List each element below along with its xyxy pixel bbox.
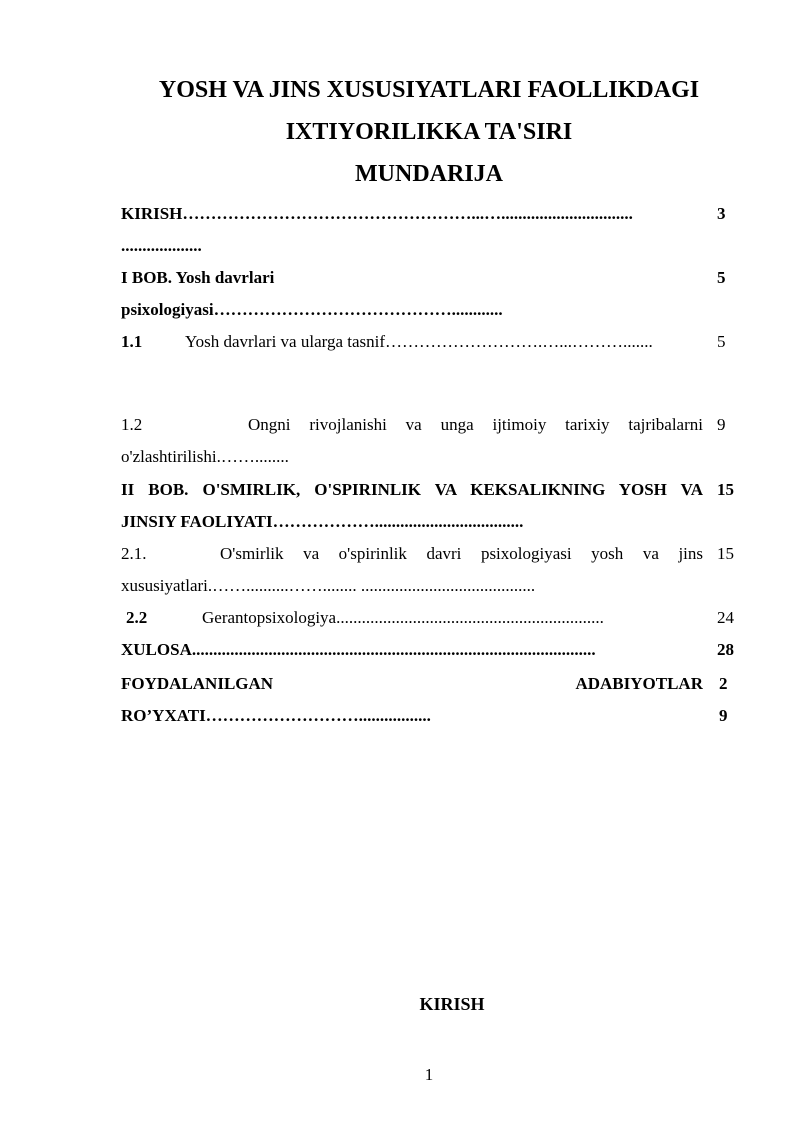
toc-page-number: 9 (717, 415, 726, 434)
toc-entry-title: KIRISH……………………………………………...…............................... (121, 204, 633, 223)
toc-entry-title-continued: xususiyatlari.……..........……........ ......................................... (121, 576, 536, 595)
contents-heading: MUNDARIJA (355, 161, 503, 187)
toc-page-number: 5 (717, 268, 726, 287)
toc-entry-title: Gerantopsixologiya............................................................... (202, 608, 604, 627)
toc-page-number: 15 (717, 544, 734, 563)
toc-entry-title-continued: JINSIY FAOLIYATI………………................................... (121, 512, 524, 531)
document-title-line-2: IXTIYORILIKKA TA'SIRI (285, 119, 573, 145)
toc-section-number: 2.2 (126, 608, 148, 627)
toc-entry-title: XULOSA............................................................................................... (121, 640, 596, 659)
toc-entry-title-continued: o'zlashtirilishi.……........ (121, 447, 289, 466)
toc-entry-title: O'smirlik va o'spirinlik davri psixologiyasi yosh va jins (220, 544, 703, 563)
toc-entry-title: II BOB. O'SMIRLIK, O'SPIRINLIK VA KEKSALIKNING YOSH VA (121, 480, 703, 499)
document-title-line-1: YOSH VA JINS XUSUSIYATLARI FAOLLIKDAGI (158, 77, 700, 103)
toc-entry-title: Ongni rivojlanishi va unga ijtimoiy tarixiy tajribalarni (248, 415, 703, 434)
toc-section-number: 2.1. (121, 544, 147, 563)
toc-entry-title-continued: psixologiyasi……………………………………............ (121, 300, 503, 319)
toc-page-number: 24 (717, 608, 734, 627)
toc-page-number-part-2: 9 (719, 706, 728, 725)
toc-section-number: 1.1 (121, 332, 143, 351)
toc-page-number-part-1: 2 (719, 674, 728, 693)
toc-entry-title-continued: RO’YXATI………………………................. (121, 706, 431, 725)
toc-page-number: 5 (717, 332, 726, 351)
toc-page-number: 28 (717, 640, 734, 659)
toc-page-number: 3 (717, 204, 726, 223)
toc-entry-title: I BOB. Yosh davrlari (121, 268, 275, 287)
toc-page-number: 15 (717, 480, 734, 499)
page-number: 1 (424, 1065, 434, 1084)
toc-entry-title-word-1: FOYDALANILGAN (121, 674, 274, 693)
toc-section-number: 1.2 (121, 415, 143, 434)
toc-entry-title: Yosh davrlari va ularga tasnif……………………….…...………....... (185, 332, 653, 351)
toc-entry-title-word-2: ADABIYOTLAR (575, 674, 703, 693)
next-section-heading: KIRISH (419, 994, 485, 1014)
toc-entry-leader: ................... (121, 236, 202, 255)
